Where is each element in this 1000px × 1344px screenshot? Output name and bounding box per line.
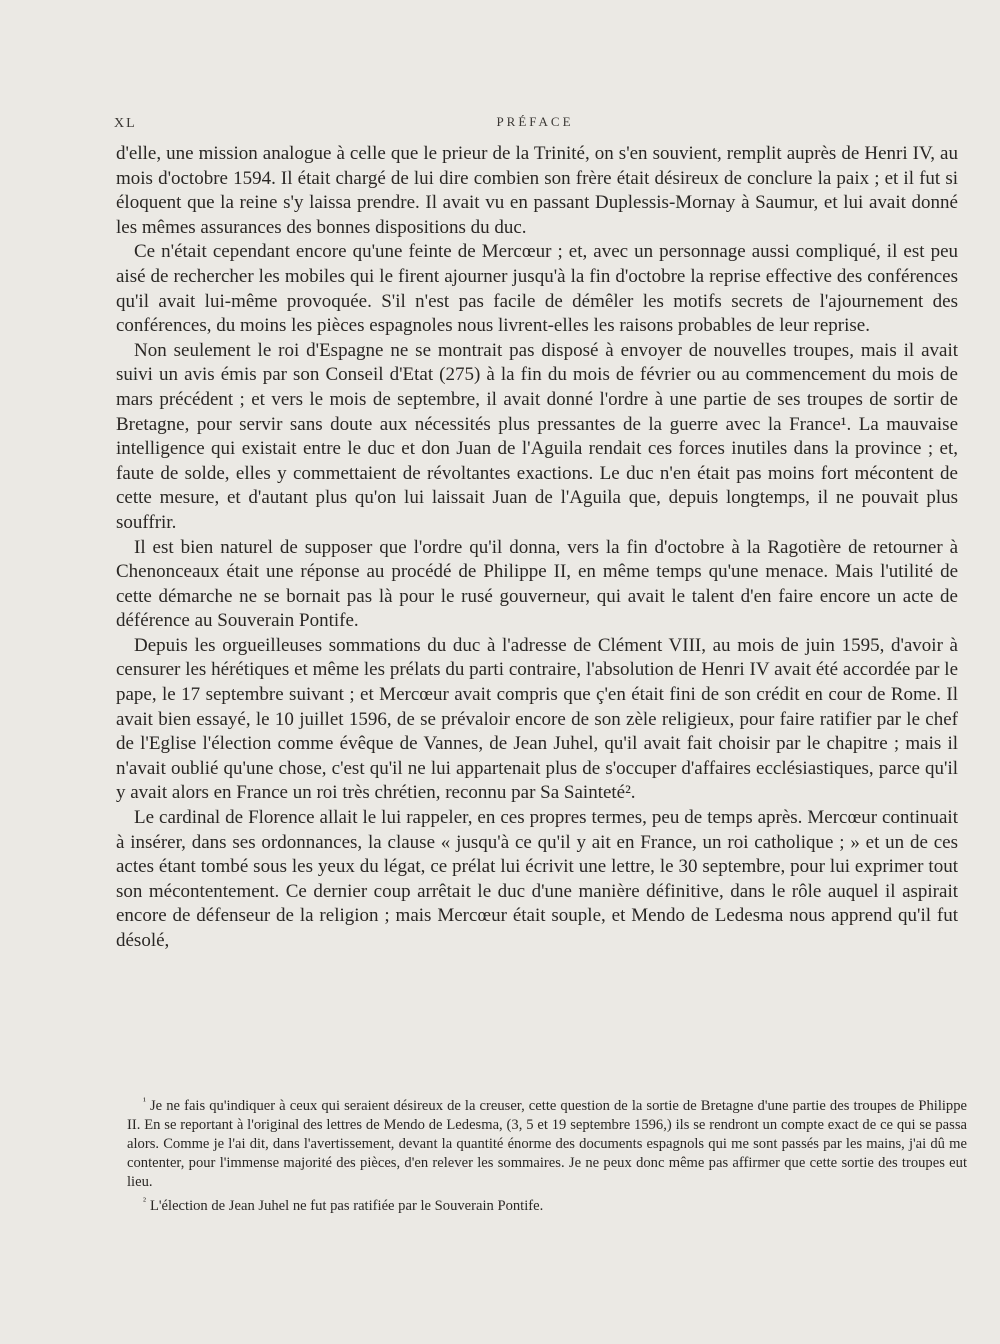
footnote-text: L'élection de Jean Juhel ne fut pas ratifiée par le Souverain Pontife. <box>150 1197 544 1214</box>
footnote-text: Je ne fais qu'indiquer à ceux qui seraient désireux de la creuser, cette question de la sortie de Bretagne d'une partie des troupes de Philippe II. En se reportant à l'original des lettres de Mendo de Ledesma, (3, 5 et 19 septembre 1596,) ils se rendront un compte exact de ce qui se passa alors. Comme je l'ai dit, dans l'avertissement, devant la quantité énorme des documents espagnols qui me sont passés par les mains, j'ai dû me contenter, pour l'immense majorité des pièces, d'en relever les sommaires. Je ne peux donc même pas affirmer que cette sortie des troupes eut lieu. <box>127 1097 967 1190</box>
paragraph: Il est bien naturel de supposer que l'ordre qu'il donna, vers la fin d'octobre à la Ragotière de retourner à Chenonceaux était une réponse au procédé de Philippe II, en même temps qu'une menace. Mais l'utilité de cette démarche ne se bornait pas là pour le rusé gouverneur, qui avait le talent d'en faire encore un acte de déférence au Souverain Pontife. <box>116 536 958 632</box>
footnote-mark: ² <box>143 1195 146 1207</box>
footnote-mark: ¹ <box>143 1096 146 1107</box>
paragraph: Non seulement le roi d'Espagne ne se montrait pas disposé à envoyer de nouvelles troupes, mais il avait suivi un avis émis par son Conseil d'Etat (275) à la fin du mois de février ou au commencement du mois de mars précédent ; et vers le mois de septembre, il avait donné l'ordre à une partie de ses troupes de sortir de Bretagne, pour servir sans doute aux nécessités plus pressantes de la guerre avec la France¹. La mauvaise intelligence qui existait entre le duc et don Juan de l'Aguila rendait ces forces inutiles dans la province ; et, faute de solde, elles y commettaient de révoltantes exactions. Le duc n'en était pas moins fort mécontent de cette mesure, et d'autant plus qu'on lui laissait Juan de l'Aguila que, depuis longtemps, il ne pouvait plus souffrir. <box>116 339 958 533</box>
page-folio: XL <box>114 116 137 131</box>
paragraph: Depuis les orgueilleuses sommations du duc à l'adresse de Clément VIII, au mois de juin 1595, d'avoir à censurer les hérétiques et même les prélats du parti contraire, l'absolution de Henri IV avait été accordée par le pape, le 17 septembre suivant ; et Mercœur avait compris que ç'en était fini de son crédit en cour de Rome. Il avait bien essayé, le 10 juillet 1596, de se prévaloir encore de son zèle religieux, pour faire ratifier par le chef de l'Eglise l'élection comme évêque de Vannes, de Jean Juhel, qu'il avait fait choisir par le chapitre ; mais il n'avait oublié qu'une chose, c'est qu'il ne lui appartenait plus de s'occuper d'affaires ecclésiastiques, parce qu'il y avait alors en France un roi très chrétien, reconnu par Sa Sainteté². <box>116 634 958 804</box>
footnote <box>127 1192 967 1216</box>
footnotes <box>127 1092 967 1216</box>
paragraph: Ce n'était cependant encore qu'une feinte de Mercœur ; et, avec un personnage aussi compliqué, il est peu aisé de rechercher les mobiles qui le firent ajourner jusqu'à la fin d'octobre la reprise effective des conférences qu'il avait lui-même provoquée. S'il n'est pas facile de démêler les motifs secrets de l'ajournement des conférences, du moins les pièces espagnoles nous livrent-elles les raisons probables de leur reprise. <box>116 241 958 337</box>
paragraph: Le cardinal de Florence allait le lui rappeler, en ces propres termes, peu de temps après. Mercœur continuait à insérer, dans ses ordonnances, la clause « jusqu'à ce qu'il y ait en France, un roi catholique ; » et un de ces actes étant tombé sous les yeux du légat, ce prélat lui écrivit une lettre, le 30 septembre, pour lui exprimer tout son mécontentement. Ce dernier coup arrêtait le duc d'une manière définitive, dans le rôle auquel il aspirait encore de défenseur de la religion ; mais Mercœur était souple, et Mendo de Ledesma nous apprend qu'il fut désolé, <box>116 807 958 951</box>
running-head: PRÉFACE <box>496 114 574 129</box>
main-text <box>116 142 958 954</box>
footnote <box>127 1092 967 1192</box>
paragraph: d'elle, une mission analogue à celle que le prieur de la Trinité, on s'en souvient, remplit auprès de Henri IV, au mois d'octobre 1594. Il était chargé de lui dire combien son frère était désireux de conclure la paix ; et il fut si éloquent que la reine s'y laissa prendre. Il avait vu en passant Duplessis-Mornay à Saumur, et lui avait donné les mêmes assurances des bonnes dispositions du duc. <box>116 143 958 238</box>
